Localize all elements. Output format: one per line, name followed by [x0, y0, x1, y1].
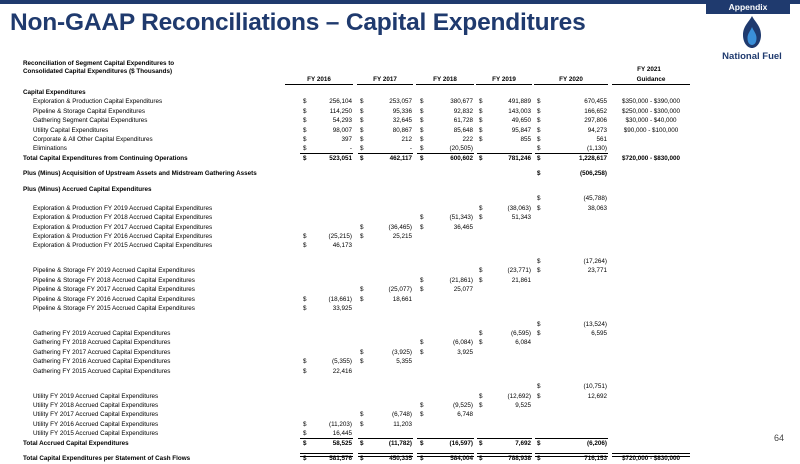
- currency-sign: $: [420, 411, 424, 419]
- currency-sign: $: [420, 339, 424, 347]
- cell-value: 143,003: [508, 107, 531, 115]
- currency-sign: $: [360, 455, 364, 463]
- cell-value: 92,832: [453, 107, 473, 115]
- currency-sign: $: [479, 136, 483, 143]
- currency-sign: $: [537, 195, 541, 203]
- cell-value: 397: [341, 136, 352, 143]
- row-label: Gathering FY 2015 Accrued Capital Expenditures: [33, 367, 171, 375]
- row-label: Total Capital Expenditures per Statement of Cash Flows: [23, 455, 191, 463]
- cell-value: 450,335: [389, 455, 412, 463]
- currency-sign: $: [479, 267, 483, 275]
- cell-value: (9,525): [453, 402, 473, 409]
- currency-sign: $: [303, 455, 307, 463]
- page-number: 64: [774, 433, 785, 443]
- table-row: [0, 169, 800, 178]
- table-row: [0, 97, 800, 106]
- cell-value: (6,206): [587, 439, 607, 447]
- row-label: Pipeline & Storage Capital Expenditures: [33, 107, 146, 115]
- cell-value: (21,861): [449, 276, 473, 284]
- cell-double-rule: [358, 453, 413, 457]
- table-row: [0, 135, 800, 144]
- cell-value: (36,465): [388, 223, 412, 231]
- col-header-fy2017: FY 2017: [357, 75, 413, 85]
- table-row: [0, 382, 800, 391]
- currency-sign: $: [420, 107, 424, 115]
- cell-value: (18,661): [328, 295, 352, 303]
- row-label: Utility FY 2018 Accrued Capital Expenditures: [33, 402, 159, 409]
- currency-sign: $: [420, 348, 424, 356]
- table-row: [0, 348, 800, 357]
- row-label: Capital Expenditures: [23, 89, 86, 96]
- table-row: [0, 401, 800, 410]
- currency-sign: $: [537, 136, 541, 143]
- currency-sign: $: [479, 126, 483, 134]
- table-row: [0, 429, 800, 438]
- cell-value: 297,806: [584, 117, 607, 125]
- cell-value: 561: [596, 136, 607, 143]
- currency-sign: $: [303, 233, 307, 240]
- cell-value: 9,525: [515, 402, 531, 409]
- cell-value: 38,063: [587, 204, 607, 212]
- currency-sign: $: [479, 154, 483, 162]
- currency-sign: $: [537, 439, 541, 447]
- currency-sign: $: [303, 126, 307, 134]
- currency-sign: $: [420, 286, 424, 294]
- cell-value: 788,938: [508, 455, 531, 463]
- cell-value: 6,748: [457, 411, 473, 419]
- guidance-value: $720,000 - $830,000: [621, 455, 681, 463]
- currency-sign: $: [360, 420, 364, 428]
- cell-value: 166,652: [584, 107, 607, 115]
- cell-value: 523,051: [329, 154, 352, 162]
- cell-value: (16,597): [449, 439, 473, 447]
- cell-value: 222: [462, 136, 473, 143]
- cell-double-rule: [612, 453, 690, 457]
- currency-sign: $: [537, 126, 541, 134]
- cell-value: 25,077: [453, 286, 473, 294]
- cell-value: 7,692: [515, 439, 531, 447]
- cell-value: 54,293: [332, 117, 352, 125]
- currency-sign: $: [303, 295, 307, 303]
- page-title: Non-GAAP Reconciliations – Capital Expenditures: [10, 9, 586, 36]
- cell-value: 58,525: [332, 439, 352, 447]
- cell-value: 253,057: [389, 98, 412, 106]
- cell-value: 94,273: [587, 126, 607, 134]
- col-header-fy2019: FY 2019: [476, 75, 532, 85]
- table-row: [0, 367, 800, 376]
- row-label: Pipeline & Storage FY 2019 Accrued Capital Expenditures: [33, 267, 195, 275]
- row-label: Plus (Minus) Acquisition of Upstream Assets and Midstream Gathering Assets: [23, 170, 257, 178]
- cell-value: 11,203: [393, 420, 412, 428]
- guidance-value: $250,000 - $300,000: [621, 107, 681, 115]
- currency-sign: $: [303, 242, 307, 250]
- row-label: Gathering FY 2016 Accrued Capital Expenditures: [33, 358, 171, 366]
- cell-value: (11,203): [329, 420, 352, 428]
- currency-sign: $: [360, 439, 364, 447]
- currency-sign: $: [420, 145, 424, 153]
- row-label: Utility Capital Expenditures: [33, 126, 109, 134]
- cell-value: 80,867: [392, 126, 412, 134]
- table-row: [0, 107, 800, 116]
- cell-value: (3,925): [392, 348, 412, 356]
- currency-sign: $: [420, 214, 424, 222]
- cell-value: 98,007: [332, 126, 352, 134]
- row-label: Total Capital Expenditures from Continuing Operations: [23, 154, 188, 162]
- currency-sign: $: [420, 126, 424, 134]
- row-label: Eliminations: [33, 145, 67, 153]
- cell-value: (25,077): [388, 286, 412, 294]
- table-row: [0, 154, 800, 163]
- cell-value: 51,343: [511, 214, 531, 222]
- currency-sign: $: [420, 154, 424, 162]
- cell-value: 491,889: [508, 98, 531, 106]
- currency-sign: $: [537, 455, 541, 463]
- currency-sign: $: [537, 117, 541, 125]
- guidance-value: $350,000 - $390,000: [621, 98, 681, 106]
- cell-value: (13,524): [583, 320, 607, 328]
- row-label: Exploration & Production FY 2018 Accrued Capital Expenditures: [33, 214, 213, 222]
- cell-value: 23,771: [587, 267, 607, 275]
- cell-value: 855: [520, 136, 531, 143]
- table-row: [0, 213, 800, 222]
- currency-sign: $: [420, 223, 424, 231]
- currency-sign: $: [479, 107, 483, 115]
- currency-sign: $: [537, 392, 541, 400]
- currency-sign: $: [360, 358, 364, 366]
- cell-value: 46,173: [332, 242, 352, 250]
- row-label: Gathering FY 2018 Accrued Capital Expenditures: [33, 339, 171, 347]
- currency-sign: $: [537, 383, 541, 391]
- currency-sign: $: [537, 98, 541, 106]
- table-row: [0, 266, 800, 275]
- currency-sign: $: [303, 107, 307, 115]
- row-label: Gathering FY 2019 Accrued Capital Expenditures: [33, 330, 171, 337]
- cell-value: 1,228,617: [578, 154, 607, 162]
- row-label: Exploration & Production FY 2017 Accrued Capital Expenditures: [33, 223, 213, 231]
- cell-value: 36,465: [453, 223, 473, 231]
- cell-value: (20,505): [449, 145, 473, 153]
- currency-sign: $: [360, 233, 364, 240]
- table-row: [0, 320, 800, 329]
- table-row: [0, 194, 800, 203]
- row-label: Exploration & Production FY 2016 Accrued Capital Expenditures: [33, 233, 213, 240]
- currency-sign: $: [479, 214, 483, 222]
- guidance-value: $90,000 - $100,000: [623, 126, 679, 134]
- cell-value: 12,692: [587, 392, 607, 400]
- row-label: Total Accrued Capital Expenditures: [23, 439, 129, 447]
- cell-value: 95,847: [511, 126, 531, 134]
- currency-sign: $: [537, 145, 541, 153]
- row-label: Utility FY 2017 Accrued Capital Expenditures: [33, 411, 159, 419]
- table-row: [0, 276, 800, 285]
- cell-double-rule: [417, 453, 474, 457]
- currency-sign: $: [537, 204, 541, 212]
- cell-value: -: [409, 145, 412, 153]
- currency-sign: $: [303, 439, 307, 447]
- table-row: [0, 232, 800, 241]
- table-row: [0, 329, 800, 338]
- cell-value: 600,602: [450, 154, 473, 162]
- appendix-tab: Appendix: [706, 0, 790, 14]
- row-label: Corporate & All Other Capital Expenditures: [33, 136, 153, 143]
- row-label: Plus (Minus) Accrued Capital Expenditures: [23, 186, 152, 193]
- currency-sign: $: [420, 117, 424, 125]
- cell-value: 16,445: [332, 430, 352, 438]
- currency-sign: $: [420, 276, 424, 284]
- currency-sign: $: [303, 154, 307, 162]
- cell-double-rule: [300, 453, 353, 457]
- currency-sign: $: [360, 411, 364, 419]
- flame-logo-icon: [740, 15, 764, 49]
- cell-value: 21,861: [511, 276, 531, 284]
- currency-sign: $: [479, 117, 483, 125]
- currency-sign: $: [479, 439, 483, 447]
- currency-sign: $: [303, 98, 307, 106]
- currency-sign: $: [479, 276, 483, 284]
- cell-value: 581,576: [329, 455, 352, 463]
- currency-sign: $: [360, 286, 364, 294]
- cell-value: 670,455: [584, 98, 607, 106]
- cell-value: 6,084: [515, 339, 531, 347]
- cell-value: 33,925: [332, 305, 352, 312]
- col-header-fy2018: FY 2018: [416, 75, 474, 85]
- cell-double-rule: [477, 453, 532, 457]
- currency-sign: $: [479, 455, 483, 463]
- currency-sign: $: [303, 136, 307, 143]
- table-row: [0, 241, 800, 250]
- table-row: [0, 454, 800, 463]
- cell-value: (6,084): [453, 339, 473, 347]
- row-label: Gathering Segment Capital Expenditures: [33, 117, 148, 125]
- table-row: [0, 204, 800, 213]
- cell-value: 49,650: [511, 117, 531, 125]
- row-label: Pipeline & Storage FY 2018 Accrued Capital Expenditures: [33, 276, 195, 284]
- cell-value: 256,104: [329, 98, 352, 106]
- cell-value: (12,692): [507, 392, 531, 400]
- currency-sign: $: [303, 117, 307, 125]
- currency-sign: $: [420, 402, 424, 409]
- table-row: [0, 420, 800, 429]
- table-row: [0, 295, 800, 304]
- cell-value: (17,264): [583, 258, 607, 265]
- currency-sign: $: [360, 98, 364, 106]
- cell-value: (23,771): [507, 267, 531, 275]
- cell-value: 5,355: [396, 358, 412, 366]
- guidance-year-header: FY 2021: [637, 66, 661, 73]
- cell-value: (51,343): [449, 214, 473, 222]
- table-row: [0, 144, 800, 153]
- table-row: [0, 392, 800, 401]
- row-label: Gathering FY 2017 Accrued Capital Expenditures: [33, 348, 171, 356]
- currency-sign: $: [537, 320, 541, 328]
- currency-sign: $: [537, 107, 541, 115]
- currency-sign: $: [303, 430, 307, 438]
- currency-sign: $: [303, 145, 307, 153]
- cell-value: -: [349, 145, 352, 153]
- logo-wordmark: National Fuel: [722, 51, 782, 62]
- table-row: [0, 357, 800, 366]
- cell-value: (25,215): [328, 233, 352, 240]
- table-row: [0, 223, 800, 232]
- currency-sign: $: [303, 367, 307, 375]
- currency-sign: $: [360, 117, 364, 125]
- row-label: Utility FY 2019 Accrued Capital Expenditures: [33, 392, 159, 400]
- cell-value: (6,748): [392, 411, 412, 419]
- currency-sign: $: [303, 420, 307, 428]
- currency-sign: $: [479, 204, 483, 212]
- guidance-value: $30,000 - $40,000: [625, 117, 677, 125]
- row-label: Exploration & Production Capital Expenditures: [33, 98, 163, 106]
- cell-value: (5,355): [332, 358, 352, 366]
- currency-sign: $: [420, 439, 424, 447]
- cell-value: 85,648: [453, 126, 473, 134]
- top-accent-bar: [0, 0, 800, 4]
- row-label: Exploration & Production FY 2019 Accrued Capital Expenditures: [33, 204, 213, 212]
- currency-sign: $: [420, 455, 424, 463]
- currency-sign: $: [360, 107, 364, 115]
- cell-value: 32,645: [392, 117, 412, 125]
- cell-value: (1,130): [587, 145, 607, 153]
- cell-value: (506,258): [580, 170, 607, 178]
- table-row: [0, 88, 800, 97]
- currency-sign: $: [537, 267, 541, 275]
- currency-sign: $: [360, 295, 364, 303]
- table-row: [0, 304, 800, 313]
- cell-value: 380,677: [450, 98, 473, 106]
- currency-sign: $: [360, 145, 364, 153]
- table-row: [0, 116, 800, 125]
- table-row: [0, 285, 800, 294]
- cell-value: 25,215: [392, 233, 412, 240]
- cell-value: 61,728: [453, 117, 473, 125]
- table-row: [0, 257, 800, 266]
- currency-sign: $: [537, 170, 541, 178]
- table-row: [0, 439, 800, 448]
- currency-sign: $: [360, 154, 364, 162]
- col-header-fy2016: FY 2016: [285, 75, 353, 85]
- currency-sign: $: [479, 392, 483, 400]
- currency-sign: $: [303, 305, 307, 312]
- cell-value: (45,788): [583, 195, 607, 203]
- currency-sign: $: [360, 126, 364, 134]
- col-header-fy2020: FY 2020: [534, 75, 608, 85]
- currency-sign: $: [360, 348, 364, 356]
- cell-value: 716,153: [584, 455, 607, 463]
- cell-value: 114,250: [329, 107, 352, 115]
- currency-sign: $: [360, 223, 364, 231]
- cell-value: (10,751): [583, 383, 607, 391]
- cell-value: (6,595): [511, 330, 531, 337]
- currency-sign: $: [537, 154, 541, 162]
- cell-value: (11,782): [388, 439, 412, 447]
- currency-sign: $: [537, 258, 541, 265]
- table-heading-line2: Consolidated Capital Expenditures ($ Thousands): [23, 68, 173, 75]
- row-label: Pipeline & Storage FY 2016 Accrued Capital Expenditures: [33, 295, 195, 303]
- currency-sign: $: [479, 339, 483, 347]
- cell-value: 22,416: [332, 367, 352, 375]
- cell-double-rule: [535, 453, 608, 457]
- cell-value: 95,336: [392, 107, 412, 115]
- table-row: [0, 185, 800, 194]
- cell-value: 212: [401, 136, 412, 143]
- table-row: [0, 410, 800, 419]
- currency-sign: $: [303, 358, 307, 366]
- currency-sign: $: [360, 136, 364, 143]
- row-label: Exploration & Production FY 2015 Accrued Capital Expenditures: [33, 242, 213, 250]
- table-row: [0, 338, 800, 347]
- guidance-value: $720,000 - $830,000: [621, 154, 681, 162]
- cell-value: (38,063): [507, 204, 531, 212]
- cell-value: 462,117: [389, 154, 412, 162]
- col-header-guidance: Guidance: [612, 75, 690, 85]
- company-logo: [709, 15, 795, 65]
- cell-value: 3,925: [457, 348, 473, 356]
- currency-sign: $: [420, 98, 424, 106]
- currency-sign: $: [420, 136, 424, 143]
- table-row: [0, 126, 800, 135]
- row-label: Utility FY 2015 Accrued Capital Expenditures: [33, 430, 159, 438]
- currency-sign: $: [537, 330, 541, 337]
- row-label: Pipeline & Storage FY 2017 Accrued Capital Expenditures: [33, 286, 195, 294]
- currency-sign: $: [479, 98, 483, 106]
- cell-value: 18,661: [392, 295, 412, 303]
- cell-value: 6,595: [591, 330, 607, 337]
- row-label: Pipeline & Storage FY 2015 Accrued Capital Expenditures: [33, 305, 195, 312]
- currency-sign: $: [479, 330, 483, 337]
- row-label: Utility FY 2016 Accrued Capital Expenditures: [33, 420, 159, 428]
- cell-value: 584,004: [450, 455, 473, 463]
- currency-sign: $: [479, 402, 483, 409]
- cell-value: 781,246: [508, 154, 531, 162]
- table-heading-line1: Reconciliation of Segment Capital Expenditures to: [23, 60, 175, 67]
